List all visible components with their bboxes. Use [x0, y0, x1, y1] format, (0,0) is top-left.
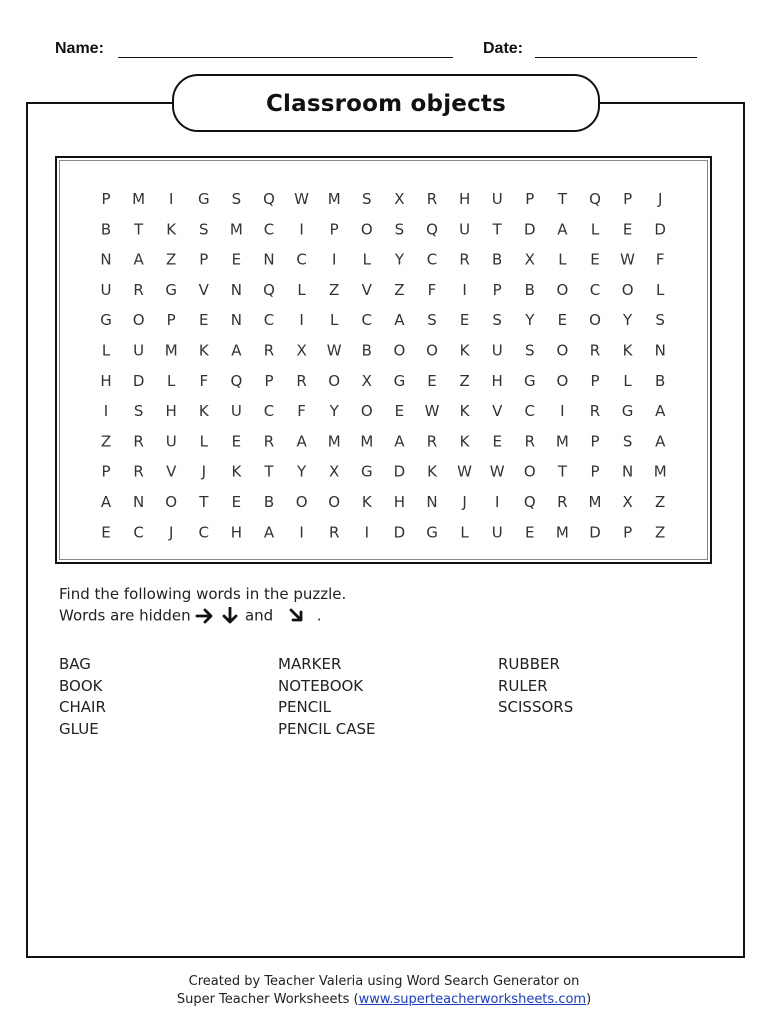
grid-letter: W: [326, 341, 342, 360]
grid-letter: L: [330, 311, 339, 330]
grid-letter: I: [462, 280, 467, 299]
grid-letter: T: [134, 220, 144, 239]
grid-letter: Q: [523, 493, 536, 511]
grid-letter: I: [560, 402, 565, 421]
grid-letter: C: [198, 523, 210, 542]
grid-letter: N: [263, 250, 275, 269]
grid-letter: H: [165, 402, 177, 421]
word-list-column-3: [498, 654, 573, 719]
grid-letter: R: [133, 280, 144, 299]
word-list-item: NOTEBOOK: [278, 676, 364, 695]
grid-letter: U: [459, 220, 471, 239]
footer: [0, 973, 768, 1009]
grid-letter: N: [426, 493, 438, 511]
grid-letter: O: [393, 341, 406, 360]
grid-letter: L: [558, 250, 567, 269]
grid-letter: P: [492, 280, 502, 299]
word-list-item: SCISSORS: [498, 698, 574, 716]
grid-letter: H: [393, 493, 406, 511]
grid-letter: F: [199, 371, 209, 390]
grid-letter: Y: [525, 311, 535, 330]
footer-line1: Created by Teacher Valeria using Word Search Generator on: [188, 974, 580, 989]
grid-letter: N: [230, 280, 243, 299]
instructions-line2: [59, 606, 322, 625]
grid-letter: K: [198, 402, 209, 421]
grid-letter: E: [199, 311, 209, 330]
grid-letter: A: [557, 220, 568, 239]
date-label: Date:: [483, 40, 524, 57]
grid-letter: G: [197, 190, 210, 208]
grid-letter: S: [362, 190, 372, 208]
grid-letter: A: [394, 432, 405, 451]
grid-letter: A: [655, 402, 666, 421]
grid-letter: G: [360, 462, 373, 481]
grid-letter: E: [427, 371, 437, 390]
grid-letter: L: [590, 220, 600, 239]
grid-letter: K: [361, 493, 372, 511]
grid-letter: Z: [100, 432, 112, 451]
word-list-item: PENCIL: [278, 698, 331, 716]
grid-letter: P: [264, 371, 274, 390]
grid-letter: M: [360, 432, 374, 451]
grid-letter: E: [492, 432, 502, 451]
title-banner: [172, 74, 600, 132]
word-list-item: RUBBER: [498, 655, 560, 673]
grid-letter: W: [424, 402, 440, 421]
grid-letter: O: [360, 220, 373, 239]
grid-letter: Q: [426, 220, 438, 239]
word-list-item: PENCIL CASE: [278, 719, 376, 738]
page-title: Classroom objects: [265, 91, 507, 117]
grid-letter: O: [360, 402, 373, 421]
grid-letter: R: [426, 432, 438, 451]
footer-link[interactable]: www.superteacherworksheets.com: [358, 992, 587, 1007]
footer-suffix: ): [586, 992, 592, 1007]
grid-letter: M: [555, 523, 569, 542]
grid-letter: R: [263, 432, 275, 451]
diagonal-down-right-arrow-icon: [278, 607, 312, 625]
grid-letter: O: [589, 311, 601, 330]
grid-letter: H: [230, 523, 243, 542]
grid-letter: O: [328, 493, 341, 511]
grid-letter: B: [361, 341, 372, 360]
grid-letter: S: [622, 432, 633, 451]
grid-letter: H: [100, 371, 112, 390]
grid-letter: J: [462, 493, 467, 511]
word-list-column-1: [59, 654, 106, 740]
grid-letter: O: [556, 280, 569, 299]
grid-letter: X: [296, 341, 307, 360]
grid-letter: R: [459, 250, 470, 269]
word-list-item: MARKER: [278, 655, 342, 673]
grid-letter: L: [199, 432, 208, 451]
grid-letter: S: [231, 190, 242, 208]
grid-letter: G: [100, 311, 112, 330]
grid-letter: T: [557, 462, 567, 481]
instructions-and: and: [244, 606, 274, 625]
word-search-grid: [55, 156, 712, 564]
grid-letter: R: [589, 402, 601, 421]
grid-letter: Y: [297, 462, 307, 481]
grid-letter: C: [133, 523, 144, 542]
grid-letter: A: [296, 432, 307, 451]
grid-letter: V: [198, 280, 209, 299]
grid-letter: P: [623, 190, 633, 208]
grid-letter: O: [132, 311, 145, 330]
grid-letter: P: [590, 432, 600, 451]
grid-letter: H: [491, 371, 503, 390]
grid-letter: V: [492, 402, 503, 421]
grid-letter: I: [168, 190, 174, 208]
grid-letter: R: [557, 493, 568, 511]
grid-letter: B: [492, 250, 503, 269]
grid-letter: F: [297, 402, 306, 421]
grid-letter: P: [199, 250, 209, 269]
grid-letter: D: [654, 220, 666, 239]
grid-letter: U: [491, 523, 503, 542]
grid-letter: A: [394, 311, 405, 330]
grid-letter: W: [457, 462, 473, 481]
footer-line2: [0, 991, 768, 1009]
grid-letter: R: [589, 341, 601, 360]
grid-letter: L: [623, 371, 632, 390]
grid-letter: U: [491, 341, 503, 360]
grid-letter: P: [623, 523, 633, 542]
grid-letter: T: [264, 462, 274, 481]
grid-letter: D: [589, 523, 601, 542]
grid-letter: O: [556, 341, 569, 360]
grid-letter: U: [165, 432, 177, 451]
grid-letter: F: [655, 250, 665, 269]
grid-letter: O: [556, 371, 569, 390]
grid-letter: M: [164, 341, 178, 360]
grid-letter: R: [263, 341, 275, 360]
grid-letter: C: [263, 220, 275, 239]
grid-letter: L: [101, 341, 111, 360]
grid-letter: O: [523, 462, 536, 481]
word-list-item: CHAIR: [59, 698, 106, 716]
grid-letter: T: [557, 190, 567, 208]
grid-letter: X: [329, 462, 340, 481]
grid-letter: M: [653, 462, 667, 481]
grid-letter: G: [523, 371, 536, 390]
grid-letter: N: [132, 493, 145, 511]
grid-letter: R: [328, 523, 340, 542]
grid-letter: K: [198, 341, 209, 360]
grid-letter: S: [492, 311, 502, 330]
grid-letter: Z: [329, 280, 340, 299]
grid-letter: I: [299, 220, 304, 239]
grid-letter: C: [426, 250, 438, 269]
word-list-item: RULER: [498, 676, 548, 695]
grid-letter: R: [426, 190, 438, 208]
grid-letter: Q: [230, 371, 243, 390]
grid-letter: P: [525, 190, 535, 208]
grid-letter: M: [555, 432, 569, 451]
grid-letter: U: [491, 190, 503, 208]
grid-letter: N: [621, 462, 634, 481]
grid-letter: I: [103, 402, 109, 421]
grid-letter: W: [620, 250, 636, 269]
grid-letter: A: [133, 250, 144, 269]
grid-letter: D: [132, 371, 145, 390]
grid-letter: V: [361, 280, 372, 299]
grid-letter: E: [525, 523, 535, 542]
grid-letter: X: [622, 493, 633, 511]
grid-letter: H: [458, 190, 471, 208]
grid-letter: O: [295, 493, 308, 511]
grid-letter: D: [524, 220, 536, 239]
grid-letter: E: [394, 402, 405, 421]
word-list-item: GLUE: [59, 719, 99, 738]
grid-letter: D: [393, 462, 406, 481]
grid-letter: P: [329, 220, 339, 239]
grid-letter: J: [201, 462, 207, 481]
grid-letter: K: [459, 432, 470, 451]
grid-letter: G: [621, 402, 634, 421]
grid-letter: O: [165, 493, 178, 511]
grid-letter: X: [361, 371, 372, 390]
grid-letter: L: [460, 523, 469, 542]
grid-letter: S: [199, 220, 209, 239]
grid-letter: E: [231, 250, 242, 269]
grid-letter: Z: [166, 250, 177, 269]
grid-letter: E: [101, 523, 111, 542]
grid-letter: N: [230, 311, 243, 330]
grid-letter: Q: [589, 190, 601, 208]
grid-letter: K: [622, 341, 633, 360]
grid-letter: E: [459, 311, 470, 330]
grid-letter: K: [231, 462, 242, 481]
grid-letter: Y: [329, 402, 339, 421]
word-list-item: BOOK: [59, 676, 103, 695]
grid-letter: K: [459, 341, 470, 360]
grid-letter: L: [167, 371, 176, 390]
grid-letter: S: [655, 311, 665, 330]
grid-letter: B: [524, 280, 535, 299]
grid-letter: K: [459, 402, 470, 421]
grid-letter: F: [427, 280, 437, 299]
grid-letter: T: [199, 493, 209, 511]
grid-letter: U: [100, 280, 112, 299]
word-list-column-2: [278, 654, 376, 740]
grid-letter: W: [489, 462, 505, 481]
grid-letter: R: [524, 432, 536, 451]
grid-letter: L: [297, 280, 306, 299]
grid-letter: O: [426, 341, 438, 360]
grid-letter: U: [133, 341, 145, 360]
right-arrow-icon: [195, 607, 215, 625]
grid-letter: I: [494, 493, 500, 511]
grid-letter: C: [263, 402, 275, 421]
grid-letter: S: [133, 402, 144, 421]
grid-letter: I: [299, 311, 304, 330]
grid-letter: W: [294, 190, 310, 208]
grid-letter: Z: [459, 371, 470, 390]
grid-letter: E: [590, 250, 600, 269]
letter-grid: [57, 158, 710, 562]
grid-letter: O: [621, 280, 634, 299]
grid-letter: P: [166, 311, 176, 330]
grid-letter: M: [327, 190, 341, 208]
grid-letter: M: [588, 493, 602, 511]
grid-letter: P: [101, 462, 111, 481]
grid-letter: G: [426, 523, 438, 542]
grid-letter: N: [654, 341, 666, 360]
grid-letter: E: [622, 220, 633, 239]
date-field-line[interactable]: [535, 57, 697, 58]
grid-letter: S: [525, 341, 535, 360]
grid-letter: Z: [394, 280, 405, 299]
grid-letter: Z: [655, 493, 666, 511]
grid-letter: P: [101, 190, 111, 208]
grid-letter: P: [590, 371, 600, 390]
grid-letter: C: [589, 280, 601, 299]
grid-letter: L: [656, 280, 665, 299]
grid-letter: Q: [263, 190, 275, 208]
grid-letter: Z: [655, 523, 666, 542]
grid-letter: M: [229, 220, 243, 239]
grid-letter: S: [394, 220, 405, 239]
grid-letter: E: [557, 311, 568, 330]
grid-letter: S: [427, 311, 437, 330]
grid-letter: J: [168, 523, 174, 542]
grid-letter: D: [393, 523, 406, 542]
grid-letter: B: [100, 220, 112, 239]
grid-letter: I: [299, 523, 304, 542]
instructions-end: .: [316, 606, 322, 625]
grid-letter: O: [328, 371, 341, 390]
grid-letter: A: [100, 493, 112, 511]
grid-letter: A: [263, 523, 275, 542]
header-row: [55, 38, 715, 62]
grid-letter: Y: [394, 250, 404, 269]
grid-letter: K: [427, 462, 437, 481]
grid-letter: E: [231, 493, 242, 511]
grid-letter: A: [231, 341, 242, 360]
instructions-line1: Find the following words in the puzzle.: [59, 585, 347, 603]
grid-letter: L: [362, 250, 371, 269]
grid-letter: R: [133, 432, 144, 451]
grid-letter: C: [361, 311, 373, 330]
grid-letter: C: [263, 311, 275, 330]
grid-letter: A: [655, 432, 666, 451]
grid-letter: M: [132, 190, 146, 208]
grid-letter: E: [231, 432, 242, 451]
grid-letter: J: [657, 190, 663, 208]
grid-letter: R: [296, 371, 307, 390]
grid-letter: U: [230, 402, 242, 421]
name-label: Name:: [55, 40, 104, 57]
grid-letter: V: [166, 462, 177, 481]
grid-letter: Y: [623, 311, 633, 330]
grid-letter: P: [590, 462, 600, 481]
grid-letter: K: [166, 220, 177, 239]
grid-letter: Q: [263, 280, 275, 299]
grid-letter: R: [133, 462, 144, 481]
grid-letter: C: [524, 402, 536, 421]
grid-letter: X: [524, 250, 535, 269]
name-field-line[interactable]: [118, 57, 453, 58]
word-list-item: BAG: [59, 655, 91, 673]
grid-letter: I: [331, 250, 337, 269]
grid-letter: N: [100, 250, 112, 269]
grid-letter: M: [327, 432, 341, 451]
grid-letter: I: [364, 523, 370, 542]
grid-letter: X: [394, 190, 405, 208]
grid-letter: C: [296, 250, 307, 269]
grid-letter: B: [655, 371, 666, 390]
footer-prefix: Super Teacher Worksheets (: [176, 992, 359, 1007]
instructions-prefix: Words are hidden: [59, 606, 191, 625]
grid-letter: G: [165, 280, 178, 299]
grid-letter: G: [393, 371, 406, 390]
grid-letter: T: [492, 220, 502, 239]
grid-letter: B: [263, 493, 275, 511]
down-arrow-icon: [220, 607, 240, 625]
